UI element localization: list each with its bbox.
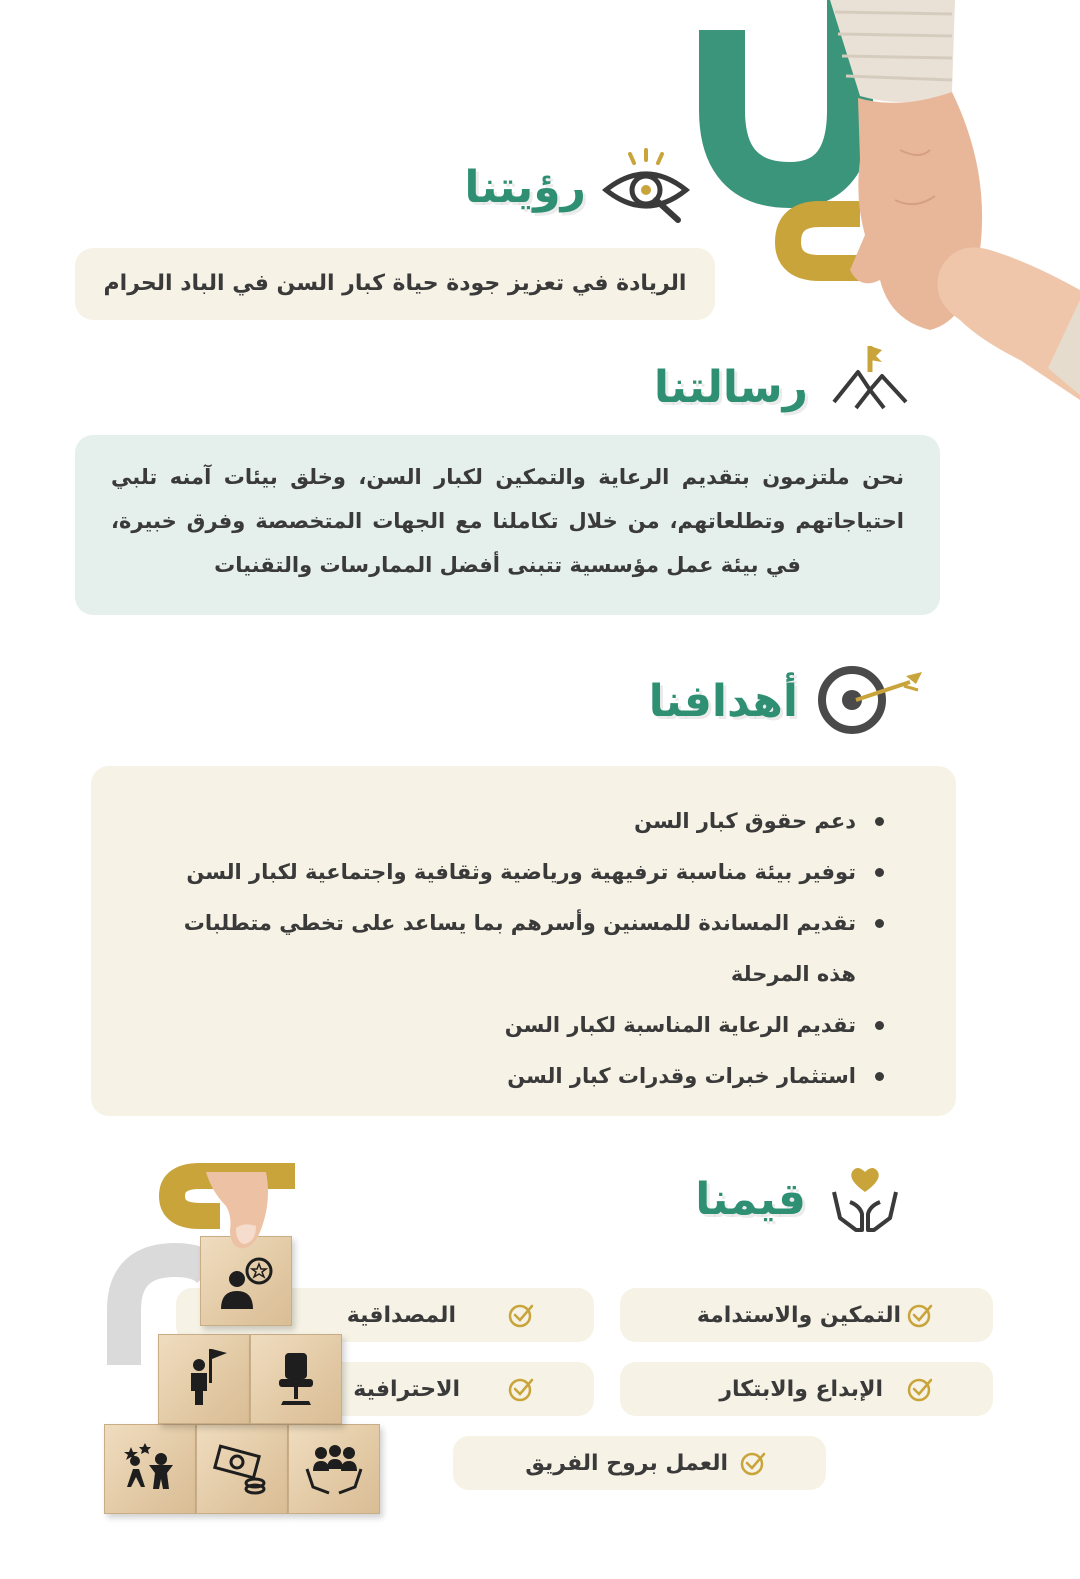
value-item: الاحترافية (176, 1362, 594, 1416)
check-circle-icon (907, 1376, 933, 1402)
celebrating-people-icon (105, 1425, 195, 1513)
goal-item: دعم حقوق كبار السن (171, 796, 856, 847)
values-title: قيمنا (695, 1174, 806, 1225)
goal-item: تقديم الرعاية المناسبة لكبار السن (171, 1000, 856, 1051)
value-item: العمل بروح الفريق (453, 1436, 826, 1490)
office-chair-icon (251, 1335, 341, 1423)
mission-text: نحن ملتزمون بتقديم الرعاية والتمكين لكبار السن، وخلق بيئات آمنه تلبي احتياجاتهم وتطلعاتهم، من خلال تكاملنا مع الجهات المتخصصة وفرق خبيرة، في بيئة عمل مؤسسية تتبنى أفضل الممارسات والتقنيات (111, 465, 904, 577)
mission-box (75, 435, 940, 615)
goal-item: توفير بيئة مناسبة ترفيهية ورياضية وثقافية واجتماعية لكبار السن (171, 847, 856, 898)
leader-flag-icon (159, 1335, 249, 1423)
cube-chair-icon (250, 1334, 342, 1424)
vision-title: رؤيتنا (464, 162, 586, 213)
value-item: المصداقية (176, 1288, 594, 1342)
value-item: الإبداع والابتكار (620, 1362, 993, 1416)
check-circle-icon (907, 1302, 933, 1328)
finger-hand (196, 1172, 286, 1252)
mission-title: رسالتنا (653, 362, 808, 413)
cube-leader-icon (158, 1334, 250, 1424)
cube-people-icon (104, 1424, 196, 1514)
team-care-icon (289, 1425, 379, 1513)
eye-icon (600, 148, 692, 228)
mountain-flag-icon (830, 342, 910, 418)
check-circle-icon (508, 1302, 534, 1328)
goals-list (91, 766, 956, 1126)
check-circle-icon (508, 1376, 534, 1402)
goal-item: تقديم المساندة للمسنين وأسرهم بما يساعد على تخطي متطلبات هذه المرحلة (171, 898, 856, 1000)
value-item: التمكين والاستدامة (620, 1288, 993, 1342)
cube-team-icon (288, 1424, 380, 1514)
cube-money-icon (196, 1424, 288, 1514)
heart-hands-icon (830, 1162, 900, 1234)
vision-text: الريادة في تعزيز جودة حياة كبار السن في الباد الحرام (103, 271, 687, 296)
vision-box (75, 248, 715, 320)
money-icon (197, 1425, 287, 1513)
goal-item: استثمار خبرات وقدرات كبار السن (171, 1051, 856, 1102)
target-icon (818, 664, 926, 736)
check-circle-icon (740, 1450, 766, 1476)
goals-title: أهدافنا (648, 676, 798, 727)
goals-box (91, 766, 956, 1116)
